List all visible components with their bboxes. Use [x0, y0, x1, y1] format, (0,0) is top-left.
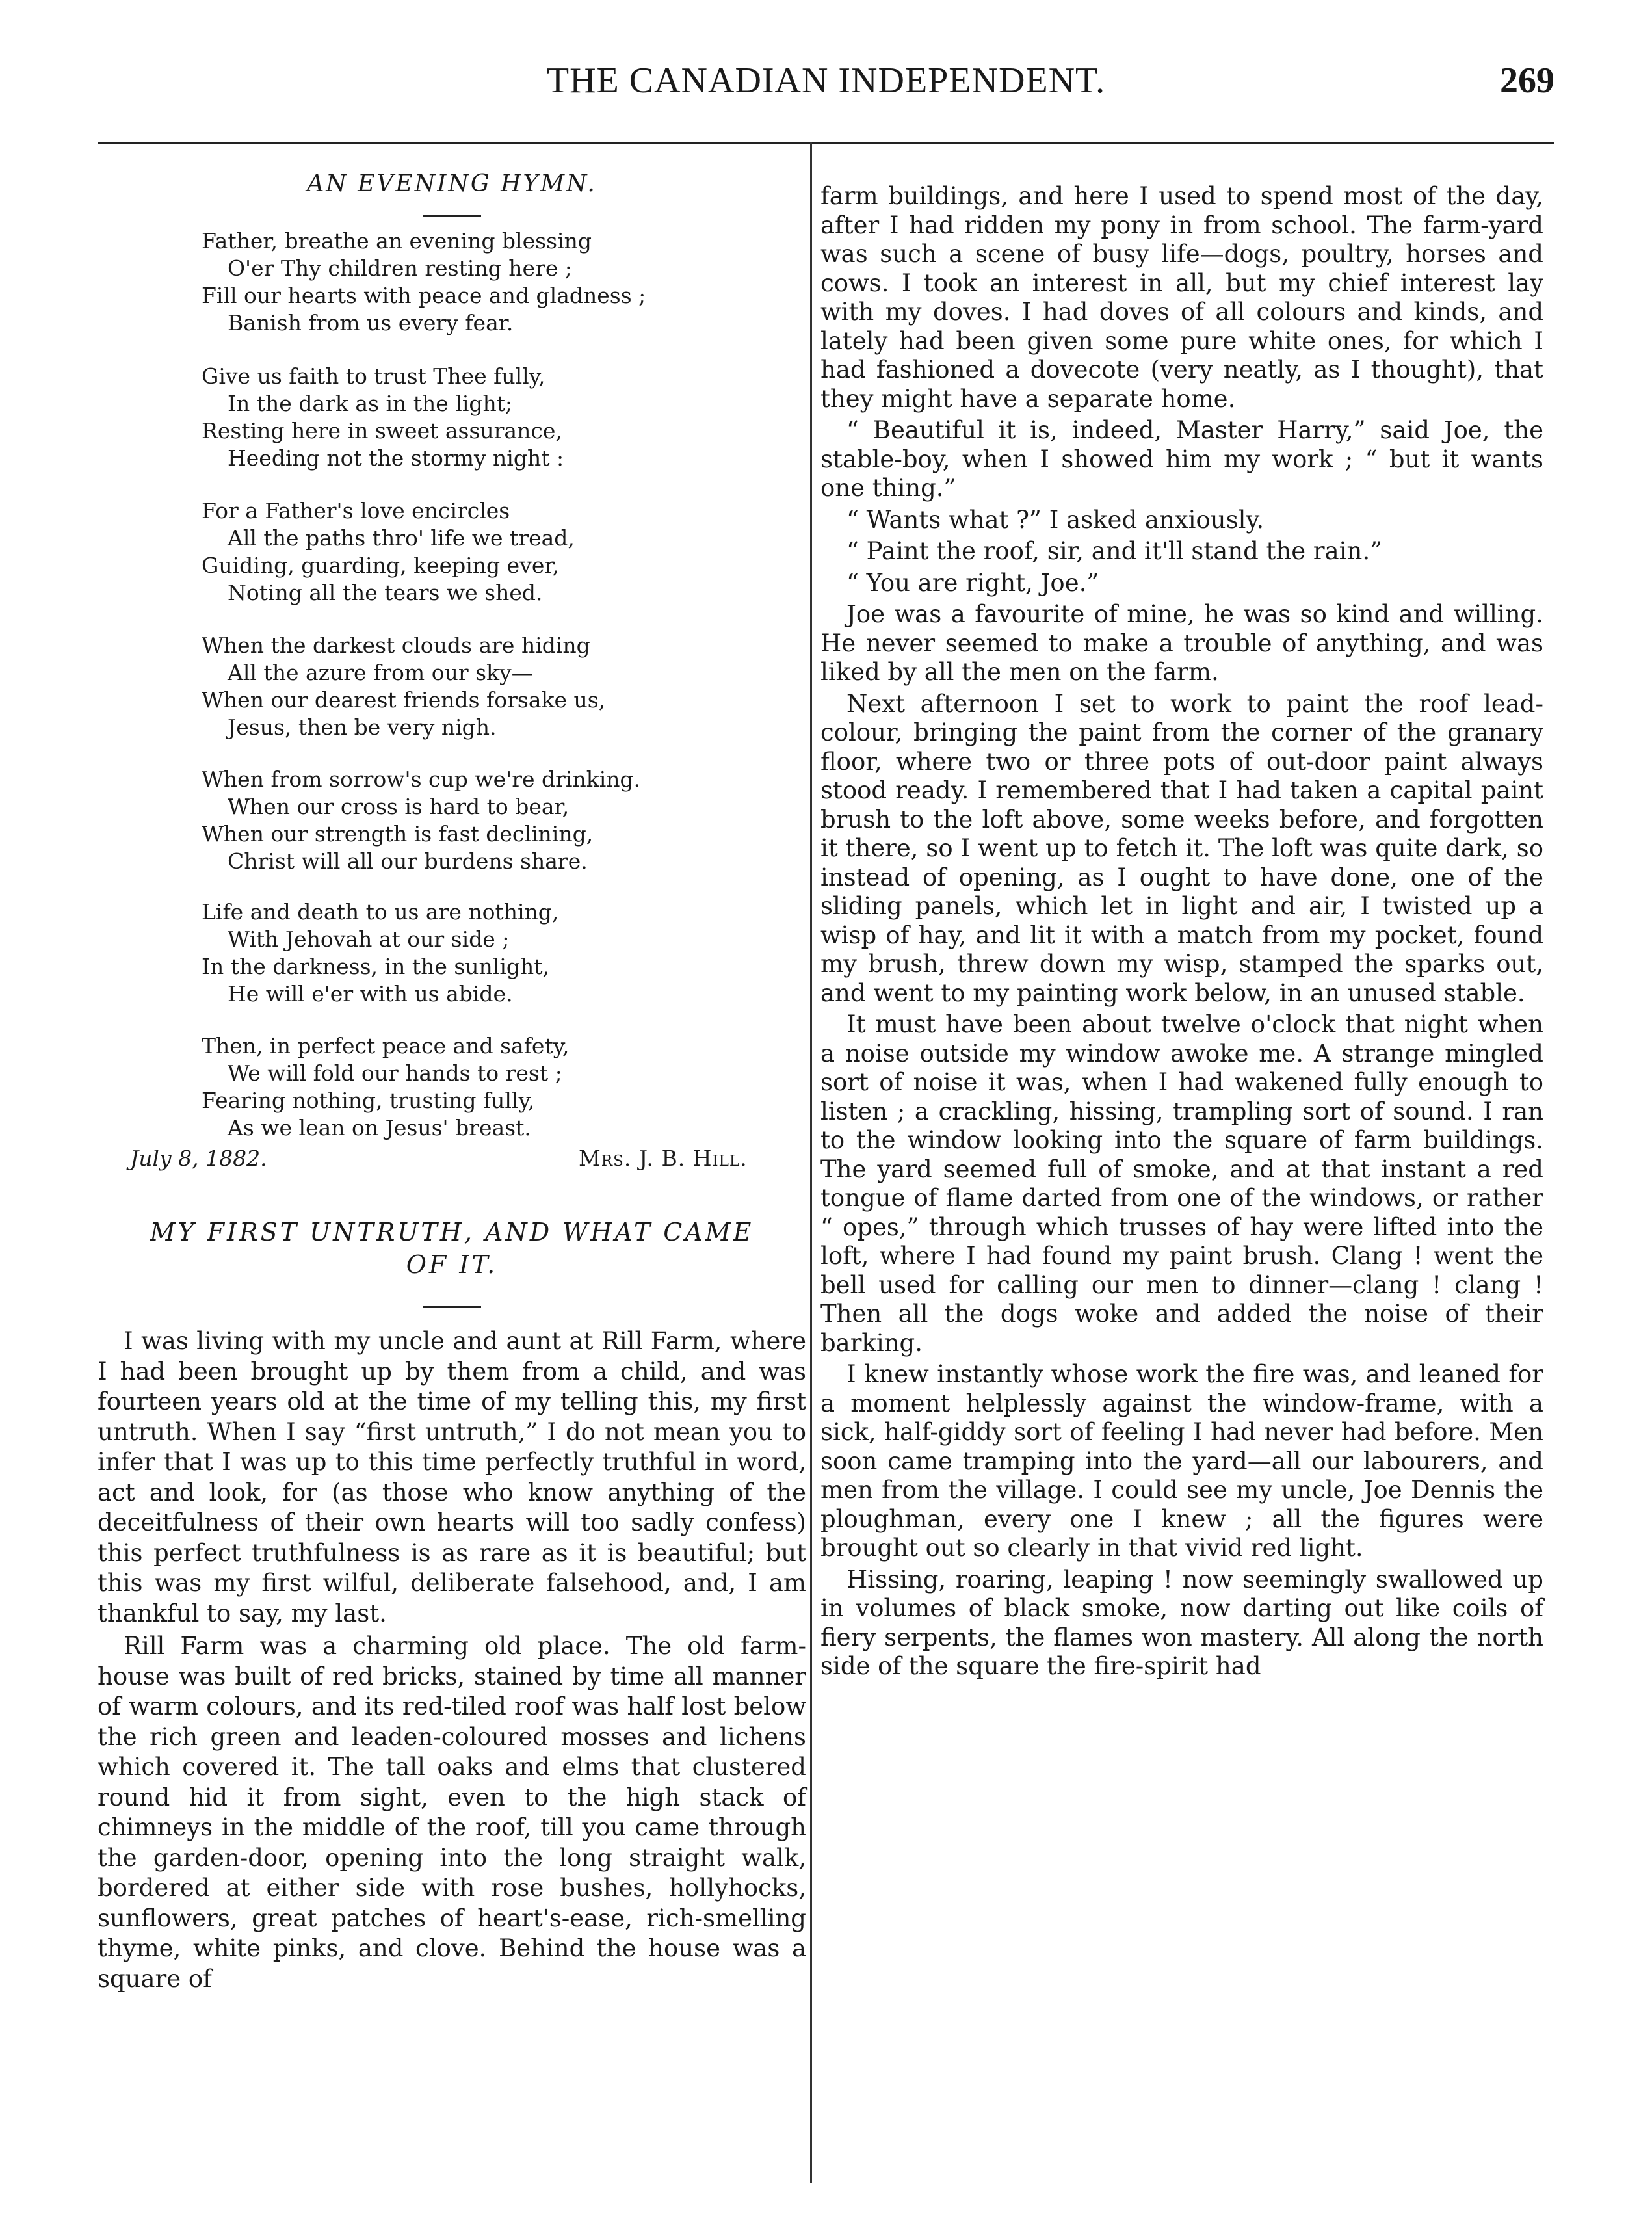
poem-line: Resting here in sweet assurance,: [202, 418, 562, 443]
poem-line: We will fold our hands to rest ;: [228, 1060, 562, 1086]
right-column-text: [820, 182, 1543, 1681]
poem-title: AN EVENING HYMN.: [307, 170, 597, 197]
poem-line: Christ will all our burdens share.: [228, 848, 588, 874]
poem-line: When the darkest clouds are hiding: [202, 633, 590, 658]
poem-line: When our strength is fast declining,: [202, 821, 594, 847]
poem-line: In the darkness, in the sunlight,: [202, 954, 550, 979]
poem-line: Life and death to us are nothing,: [202, 899, 559, 925]
poem-line: All the azure from our sky—: [228, 660, 533, 685]
page-number: 269: [1500, 60, 1554, 101]
poem-line: Fill our hearts with peace and gladness ;: [202, 283, 646, 308]
poem-line: As we lean on Jesus' breast.: [228, 1115, 531, 1140]
paragraph: “ Paint the roof, sir, and it'll stand the rain.”: [846, 537, 1382, 565]
poem-stanza-5: [202, 766, 640, 875]
poem-date: July 8, 1882.: [130, 1146, 267, 1171]
poem-line: Fearing nothing, trusting fully,: [202, 1088, 535, 1113]
paragraph: Next afternoon I set to work to paint the roof lead-colour, bringing the paint from the corner of the granary floor, where two or three pots of out-door paint always stood ready. I remembered that I had taken a capital paint brush to the loft above, some weeks before, and forgotten it there, so I went up to fetch it. The loft was quite dark, so instead of opening, as I ought to have done, one of the sliding panels, which let in light and air, I twisted up a wisp of hay, and lit it with a match from my pocket, found my brush, threw down my wisp, stamped the sparks out, and went to my painting work below, in an unused stable.: [820, 689, 1543, 1007]
poem-line: Then, in perfect peace and safety,: [202, 1033, 570, 1058]
paragraph: farm buildings, and here I used to spend most of the day, after I had ridden my pony in from school. The farm-yard was such a scene of busy life—dogs, poultry, horses and cows. I took an interest in all, but my chief interest lay with my doves. I had doves of all colours and kinds, and lately had been given some pure white ones, for which I had fashioned a dovecote (very neatly, as I thought), that they might have a separate home.: [820, 182, 1543, 413]
journal-title: THE CANADIAN INDEPENDENT.: [546, 60, 1106, 101]
poem-stanza-6: [202, 899, 558, 1008]
poem-line: Give us faith to trust Thee fully,: [202, 363, 545, 389]
poem-line: All the paths thro' life we tread,: [228, 525, 575, 551]
poem-line: When our dearest friends forsake us,: [202, 687, 606, 713]
poem-stanza-1: [202, 228, 646, 337]
poem-line: Noting all the tears we shed.: [228, 580, 543, 605]
poem-stanza-7: [202, 1032, 569, 1142]
poem-stanza-2: [202, 363, 564, 472]
poem-line: O'er Thy children resting here ;: [228, 256, 572, 281]
poem-line: When our cross is hard to bear,: [228, 794, 570, 819]
paragraph: It must have been about twelve o'clock that night when a noise outside my window awoke me. A strange mingled sort of noise it was, when I had wakened fully enough to listen ; a crackling, hissing, trampling sort of sound. I ran to the window looking into the square of farm buildings. The yard seemed full of smoke, and at that instant a red tongue of flame darted from one of the windows, or rather “ opes,” through which trusses of hay were lifted into the loft, where I had found my paint brush. Clang ! went the bell used for calling our men to dinner—clang ! clang ! Then all the dogs woke and added the noise of their barking.: [820, 1010, 1543, 1357]
poem-line: With Jehovah at our side ;: [228, 926, 510, 952]
paragraph: “ You are right, Joe.”: [846, 568, 1099, 597]
poem-line: Banish from us every fear.: [228, 310, 514, 335]
poem-line: He will e'er with us abide.: [228, 981, 513, 1006]
paragraph: I knew instantly whose work the fire was, and leaned for a moment helplessly against the window-frame, with a sick, half-giddy sort of feeling I had never had before. Men soon came tramping into the yard—all our labourers, and men from the village. I could see my uncle, Joe Dennis the ploughman, every one I knew ; all the figures were brought out so clearly in that vivid red light.: [820, 1360, 1543, 1562]
poem-line: For a Father's love encircles: [202, 498, 510, 523]
column-divider: [810, 142, 812, 2183]
running-head: [98, 60, 1554, 112]
header-rule: [98, 142, 1554, 144]
poem-line: Jesus, then be very nigh.: [228, 715, 497, 740]
story-title-line: OF IT.: [406, 1250, 498, 1279]
poem-title-rule: [423, 215, 481, 217]
poem-line: Heeding not the stormy night :: [228, 445, 564, 471]
paragraph: “ Wants what ?” I asked anxiously.: [846, 505, 1265, 534]
poem-stanza-4: [202, 632, 605, 741]
paragraph: I was living with my uncle and aunt at Rill Farm, where I had been brought up by them from a child, and was fourteen years old at the time of my telling this, my first untruth. When I say “first untruth,” I do not mean you to infer that I was up to this time perfectly truthful in word, act and look, for (as those who know anything of the deceitfulness of their own hearts will too sadly confess) this perfect truthfulness is as rare as it is beautiful; but this was my first wilful, deliberate falsehood, and, I am thankful to say, my last.: [98, 1327, 806, 1627]
paragraph: “ Beautiful it is, indeed, Master Harry,” said Joe, the stable-boy, when I showed him my work ; “ but it wants one thing.”: [820, 416, 1543, 502]
poem-line: Father, breathe an evening blessing: [202, 228, 592, 254]
paragraph: Rill Farm was a charming old place. The old farm-house was built of red bricks, stained by time all manner of warm colours, and its red-tiled roof was half lost below the rich green and leaden-coloured mosses and lichens which covered it. The tall oaks and elms that clustered round hid it from sight, even to the high stack of chimneys in the middle of the roof, till you came through the garden-door, opening into the long straight walk, bordered at either side with rose bushes, hollyhocks, sunflowers, great patches of heart's-ease, rich-smelling thyme, white pinks, and clove. Behind the house was a square of: [98, 1632, 806, 1993]
poem-line: In the dark as in the light;: [228, 391, 513, 416]
poem-author: Mrs. J. B. Hill.: [579, 1146, 748, 1171]
story-title-line: MY FIRST UNTRUTH, AND WHAT CAME: [150, 1218, 754, 1246]
story-title: [98, 1216, 806, 1281]
poem-line: When from sorrow's cup we're drinking.: [202, 767, 641, 792]
paragraph: Joe was a favourite of mine, he was so kind and willing. He never seemed to make a trouble of anything, and was liked by all the men on the farm.: [820, 600, 1543, 686]
paragraph: Hissing, roaring, leaping ! now seemingly swallowed up in volumes of black smoke, now darting out like coils of fiery serpents, the flames won mastery. All along the north side of the square the fire-spirit had: [820, 1565, 1543, 1680]
story-title-rule: [423, 1306, 481, 1308]
poem-stanza-3: [202, 497, 575, 607]
poem-line: Guiding, guarding, keeping ever,: [202, 553, 560, 578]
left-column-text: [98, 1326, 806, 1994]
